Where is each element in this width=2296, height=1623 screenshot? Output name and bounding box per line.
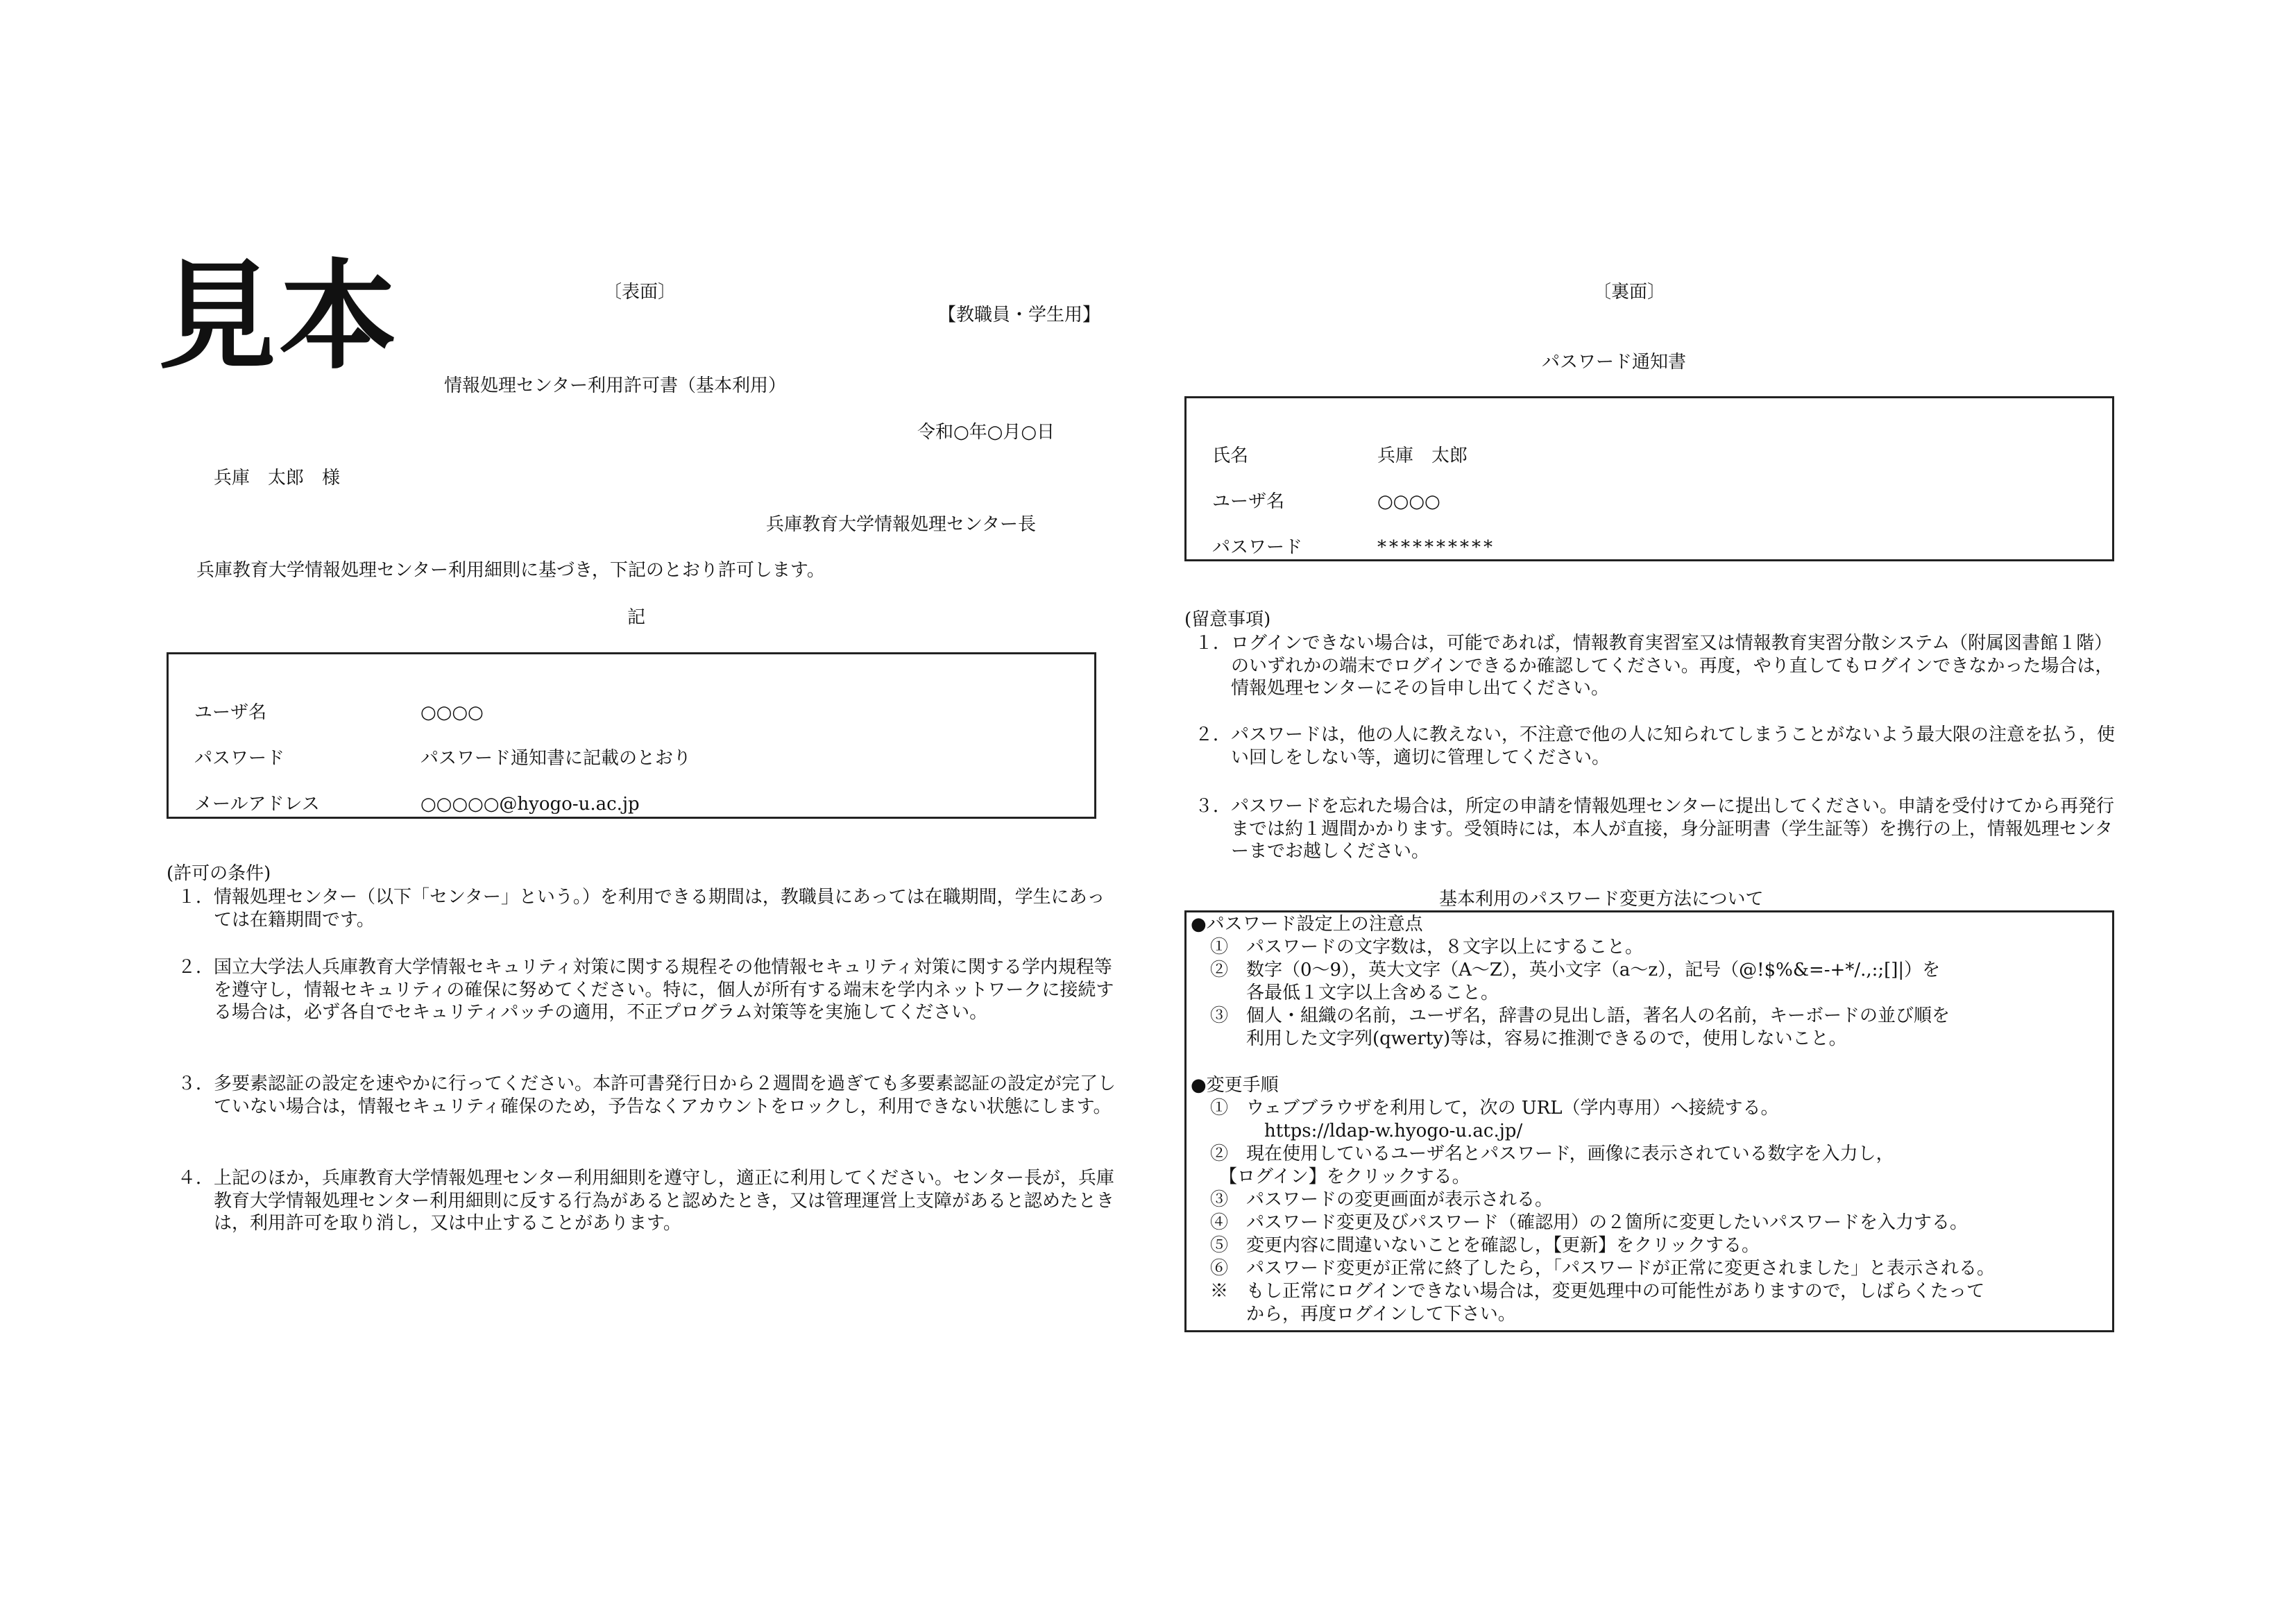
method-heading: 基本利用のパスワード変更方法について (1439, 889, 1764, 910)
notice-row-label: パスワード (1212, 537, 1303, 558)
back-title: パスワード通知書 (1542, 352, 1687, 373)
note-text: パスワードは，他の人に教えない，不注意で他の人に知られてしまうことがないよう最大限の注意を払う，使い回しをしない等，適切に管理してください。 (1231, 724, 2116, 768)
conditions-heading: (許可の条件) (167, 863, 271, 884)
step-line: ① ウェブブラウザを利用して，次の URL（学内専用）へ接続する。 (1210, 1098, 1779, 1119)
intro-text: 兵庫教育大学情報処理センター利用細則に基づき，下記のとおり許可します。 (196, 560, 825, 581)
step-line: ※ もし正常にログインできない場合は，変更処理中の可能性がありますので，しばらくたって (1210, 1281, 1985, 1302)
note-number: ３． (1195, 796, 1232, 817)
note-number: ２． (1195, 724, 1232, 745)
note-text: パスワードを忘れた場合は，所定の申請を情報処理センターに提出してください。申請を受付けてから再発行までは約１週間かかります。受領時には，本人が直接，身分証明書（学生証等）を携行の上，情報処理センターまでお越しください。 (1231, 796, 2114, 862)
note-item (1195, 724, 2130, 769)
issue-date: 令和○年○月○日 (917, 422, 1055, 443)
condition-item (178, 886, 1118, 931)
step-line: 【ログイン】をクリックする。 (1210, 1166, 1470, 1187)
ki-label: 記 (627, 607, 646, 628)
notice-row-value: 兵庫 太郎 (1377, 445, 1468, 466)
account-box (167, 652, 1096, 819)
condition-number: １． (178, 887, 214, 908)
steps-heading: ●変更手順 (1191, 1075, 1279, 1096)
notice-row-label: 氏名 (1212, 445, 1249, 466)
step-line: ③ パスワードの変更画面が表示される。 (1210, 1189, 1554, 1210)
notice-row-value: ○○○○ (1377, 491, 1440, 512)
account-row-label: パスワード (194, 748, 285, 769)
notes-heading: (留意事項) (1184, 609, 1271, 630)
front-title: 情報処理センター利用許可書（基本利用） (444, 375, 786, 396)
caution-line: 各最低１文字以上含めること。 (1210, 983, 1499, 1003)
note-text: ログインできない場合は，可能であれば，情報教育実習室又は情報教育実習分散システム（附属図書館１階）のいずれかの端末でログインできるか確認してください。再度，やり直してもログインできなかった場合は，情報処理センターにその旨申し出てください。 (1231, 633, 2114, 699)
account-row-value: ○○○○ (420, 702, 484, 723)
notice-row-label: ユーザ名 (1212, 491, 1285, 512)
note-item (1195, 795, 2130, 863)
addressee: 兵庫 太郎 様 (214, 468, 341, 488)
step-line: ⑤ 変更内容に間違いないことを確認し，【更新】をクリックする。 (1210, 1235, 1760, 1256)
note-item (1195, 632, 2130, 700)
step-line: から，再度ログインして下さい。 (1210, 1304, 1516, 1325)
audience-label: 【教職員・学生用】 (938, 305, 1101, 325)
step-line: ⑥ パスワード変更が正常に終了したら，「パスワードが正常に変更されました」と表示される。 (1210, 1258, 1996, 1279)
condition-item (178, 1167, 1118, 1235)
caution-line: ① パスワードの文字数は，８文字以上にすること。 (1210, 937, 1644, 958)
condition-number: ４． (178, 1168, 214, 1189)
method-box (1184, 910, 2114, 1332)
caution-line: ③ 個人・組織の名前，ユーザ名，辞書の見出し語，著名人の名前，キーボードの並び順を (1210, 1005, 1950, 1026)
condition-text: 国立大学法人兵庫教育大学情報セキュリティ対策に関する規程その他情報セキュリティ対策に関する学内規程等を遵守し，情報セキュリティの確保に努めてください。特に，個人が所有する端末を学内ネットワークに接続する場合は，必ず各自でセキュリティパッチの適用，不正プログラム対策等を実施してください。 (214, 957, 1114, 1023)
account-row-value: ○○○○○@hyogo-u.ac.jp (420, 794, 640, 815)
condition-number: ２． (178, 957, 214, 978)
step-line: ④ パスワード変更及びパスワード（確認用）の２箇所に変更したいパスワードを入力する。 (1210, 1212, 1968, 1233)
watermark-mihon: 見本 (158, 248, 400, 386)
issuer: 兵庫教育大学情報処理センター長 (766, 514, 1036, 535)
condition-number: ３． (178, 1073, 214, 1094)
note-number: １． (1195, 633, 1232, 654)
caution-line: 利用した文字列(qwerty)等は，容易に推測できるので，使用しないこと。 (1210, 1028, 1847, 1049)
step-line: ② 現在使用しているユーザ名とパスワード，画像に表示されている数字を入力し， (1210, 1144, 1894, 1164)
back-side-label: 〔裏面〕 (1593, 282, 1666, 303)
condition-item (178, 956, 1118, 1024)
account-row-value: パスワード通知書に記載のとおり (420, 748, 692, 769)
caution-line: ② 数字（0～9），英大文字（A～Z），英小文字（a～z），記号（@!$%&=-+*/.,:;[]|）を (1210, 960, 1941, 980)
condition-item (178, 1073, 1118, 1118)
front-side-label: 〔表面〕 (604, 282, 677, 303)
condition-text: 上記のほか，兵庫教育大学情報処理センター利用細則を遵守し，適正に利用してください。センター長が，兵庫教育大学情報処理センター利用細則に反する行為があると認めたとき，又は管理運営上支障があると認めたときは，利用許可を取り消し，又は中止することがあります。 (214, 1168, 1114, 1234)
caution-heading: ●パスワード設定上の注意点 (1191, 914, 1423, 935)
account-row-label: ユーザ名 (194, 702, 267, 723)
condition-text: 多要素認証の設定を速やかに行ってください。本許可書発行日から２週間を過ぎても多要素認証の設定が完了していない場合は，情報セキュリティ確保のため，予告なくアカウントをロックし，利用できない状態にします。 (214, 1073, 1116, 1117)
account-row-label: メールアドレス (194, 794, 320, 815)
condition-text: 情報処理センター（以下「センター」という。）を利用できる期間は，教職員にあっては在職期間，学生にあっては在籍期間です。 (214, 887, 1105, 931)
password-notice-box (1184, 396, 2114, 561)
step-url: https://ldap-w.hyogo-u.ac.jp/ (1210, 1121, 1523, 1141)
password-mask: ********** (1377, 537, 1495, 558)
